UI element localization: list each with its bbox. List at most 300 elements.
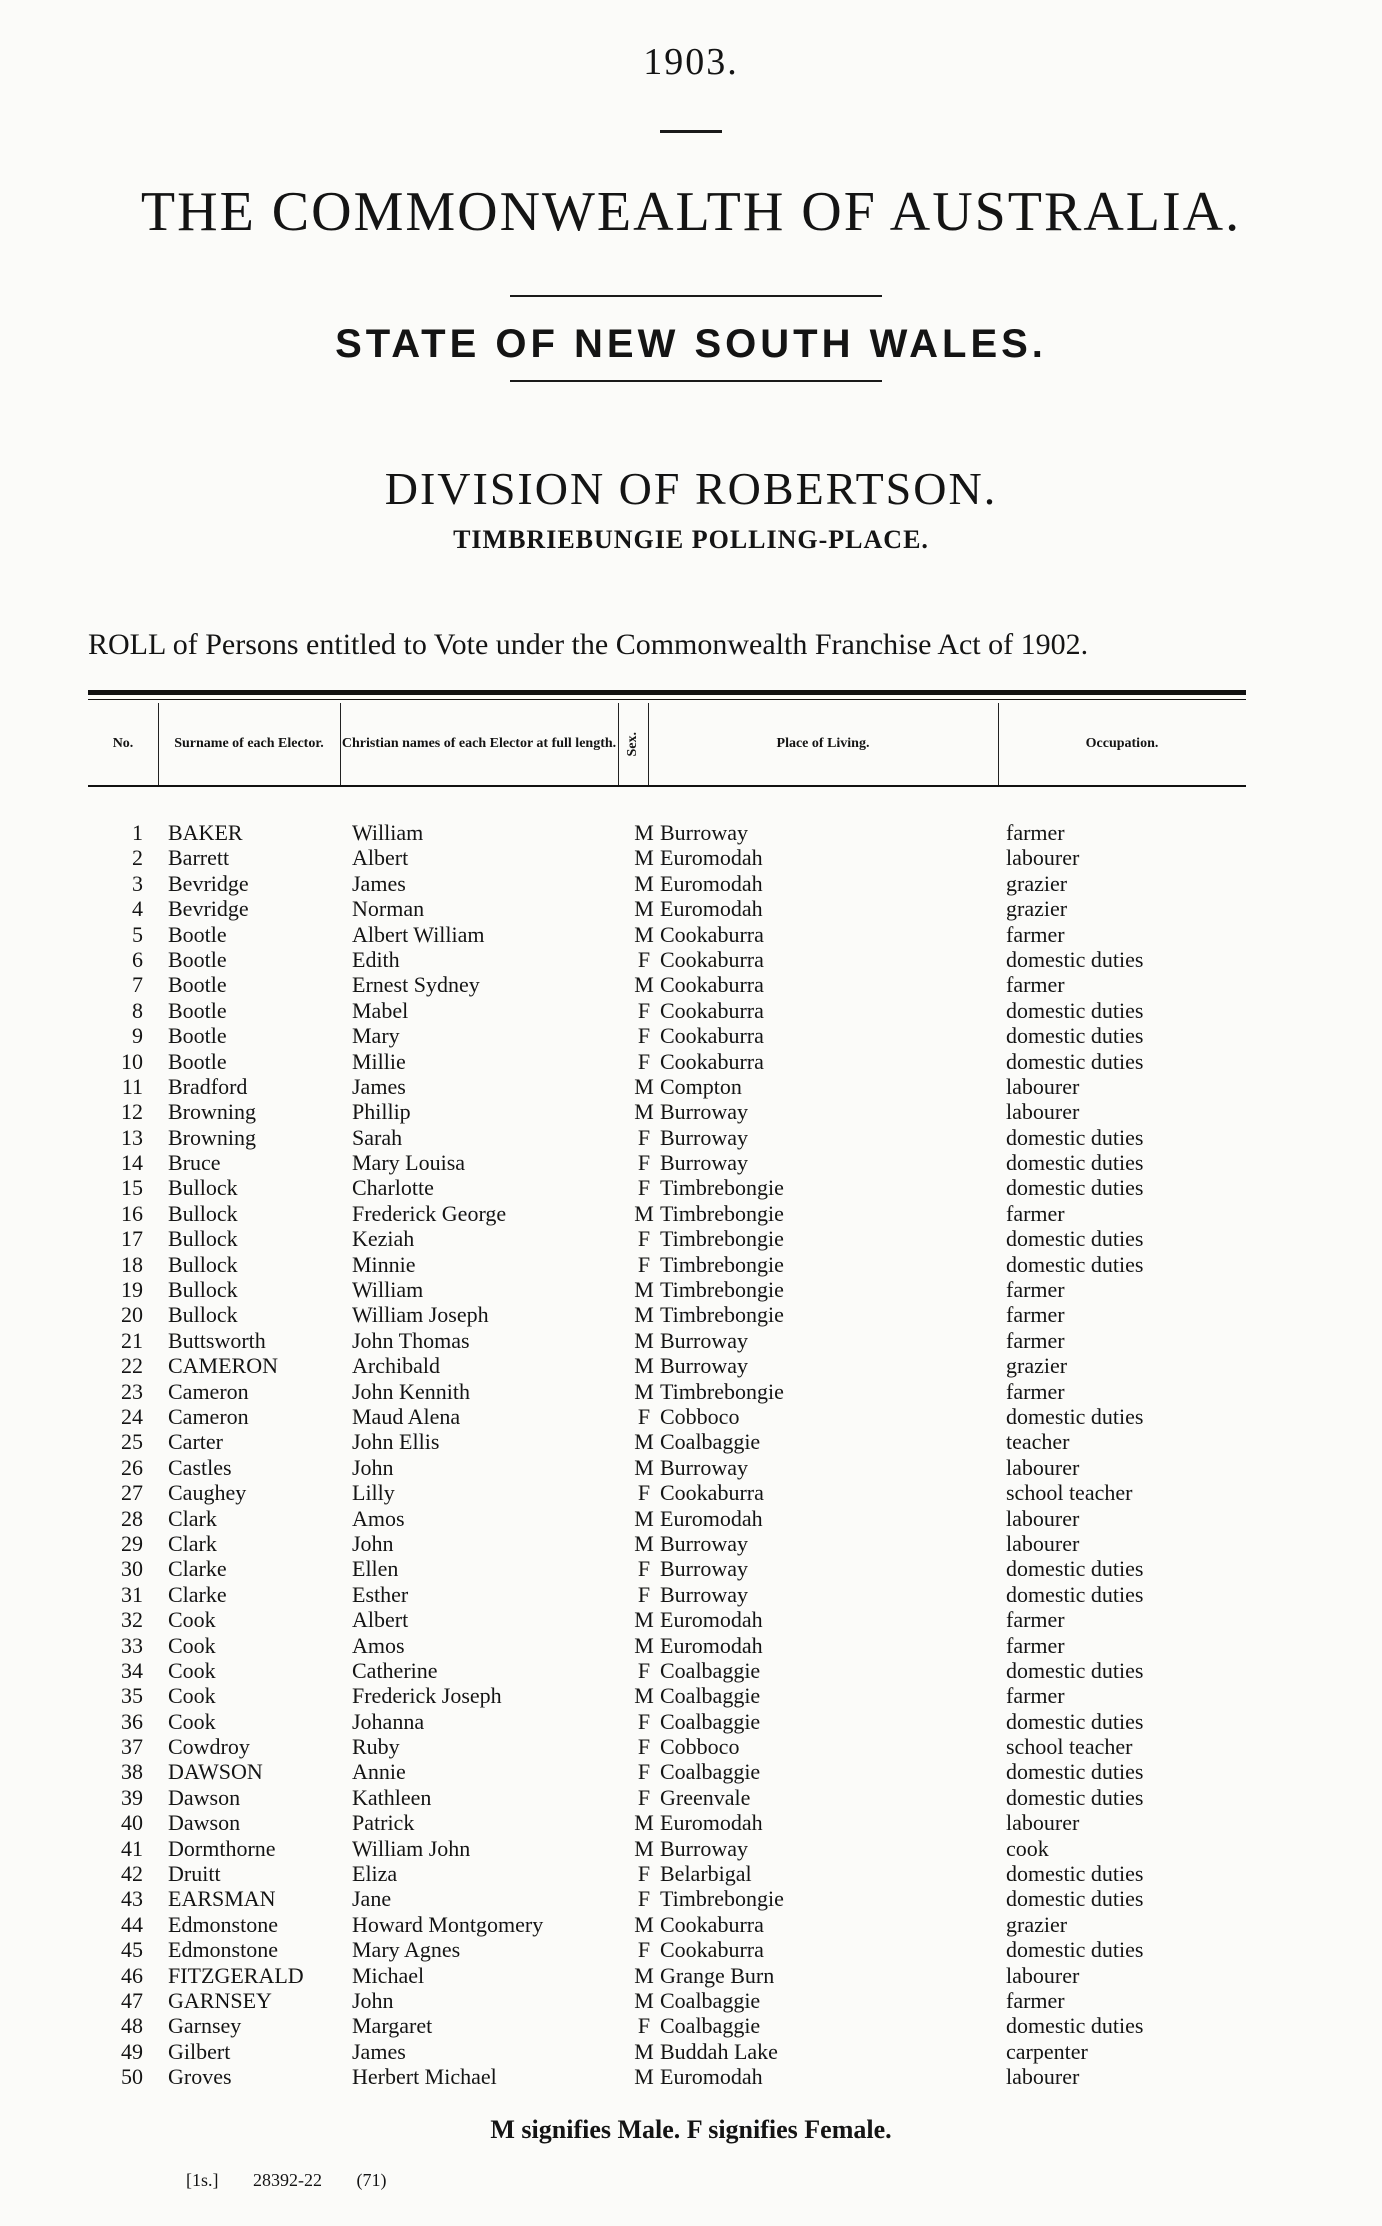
cell-no: 23: [121, 1378, 143, 1404]
cell-surname: Browning: [168, 1099, 256, 1125]
table-row: [88, 1734, 1246, 1759]
cell-sex: M: [634, 1353, 654, 1379]
cell-no: 45: [121, 1937, 143, 1963]
cell-christian: Edith: [352, 946, 400, 972]
cell-place: Timbrebongie: [660, 1226, 784, 1252]
cell-christian: Phillip: [352, 1099, 411, 1125]
cell-christian: Charlotte: [352, 1175, 434, 1201]
cell-occupation: domestic duties: [1006, 1708, 1144, 1734]
cell-sex: M: [634, 1987, 654, 2013]
cell-occupation: domestic duties: [1006, 1784, 1144, 1810]
cell-surname: Caughey: [168, 1480, 247, 1506]
cell-occupation: domestic duties: [1006, 1556, 1144, 1582]
table-row: [88, 871, 1246, 896]
cell-place: Cookaburra: [660, 1937, 764, 1963]
cell-sex: M: [634, 1505, 654, 1531]
cell-christian: Mary Agnes: [352, 1937, 461, 1963]
cell-no: 31: [121, 1581, 143, 1607]
cell-place: Cookaburra: [660, 997, 764, 1023]
cell-christian: Amos: [352, 1505, 405, 1531]
table-row: [88, 1201, 1246, 1226]
cell-place: Buddah Lake: [660, 2038, 778, 2064]
cell-christian: Amos: [352, 1632, 405, 1658]
cell-christian: William: [352, 820, 424, 845]
cell-sex: F: [637, 1861, 651, 1887]
table-row: [88, 2039, 1246, 2064]
cell-surname: Cook: [168, 1632, 216, 1658]
cell-sex: M: [634, 2064, 654, 2090]
divider-rule: [510, 380, 882, 382]
cell-occupation: domestic duties: [1006, 1150, 1144, 1176]
cell-place: Euromodah: [660, 896, 763, 922]
cell-sex: M: [634, 972, 654, 998]
cell-no: 19: [121, 1277, 143, 1303]
cell-sex: F: [637, 1784, 651, 1810]
table-row: [88, 1150, 1246, 1175]
cell-christian: Lilly: [352, 1480, 395, 1506]
table-row: [88, 1759, 1246, 1784]
cell-surname: Bootle: [168, 921, 227, 947]
table-row: [88, 998, 1246, 1023]
cell-no: 50: [121, 2064, 143, 2090]
cell-sex: M: [634, 1683, 654, 1709]
cell-christian: Minnie: [352, 1251, 416, 1277]
cell-no: 5: [132, 921, 143, 947]
cell-christian: Mary Louisa: [352, 1150, 466, 1176]
table-row: [88, 1328, 1246, 1353]
cell-sex: M: [634, 921, 654, 947]
cell-place: Burroway: [660, 1099, 748, 1125]
cell-occupation: domestic duties: [1006, 1048, 1144, 1074]
cell-christian: Eliza: [352, 1861, 398, 1887]
cell-occupation: farmer: [1006, 1683, 1065, 1709]
cell-place: Grange Burn: [660, 1962, 775, 1988]
cell-no: 26: [121, 1454, 143, 1480]
table-header-rule: [88, 785, 1246, 787]
cell-surname: BAKER: [168, 820, 243, 845]
cell-place: Burroway: [660, 1530, 748, 1556]
cell-christian: Ruby: [352, 1734, 400, 1760]
cell-no: 41: [121, 1835, 143, 1861]
cell-sex: F: [637, 2013, 651, 2039]
table-row: [88, 1531, 1246, 1556]
cell-christian: Michael: [352, 1962, 425, 1988]
cell-place: Coalbaggie: [660, 2013, 761, 2039]
cell-no: 1: [132, 820, 143, 845]
table-row: [88, 1607, 1246, 1632]
cell-christian: Johanna: [352, 1708, 425, 1734]
cell-sex: F: [637, 1657, 651, 1683]
cell-christian: Norman: [352, 896, 425, 922]
cell-occupation: grazier: [1006, 870, 1068, 896]
cell-surname: Bootle: [168, 997, 227, 1023]
cell-occupation: farmer: [1006, 1302, 1065, 1328]
print-footer: [186, 2170, 417, 2191]
cell-christian: Millie: [352, 1048, 406, 1074]
cell-surname: Bullock: [168, 1226, 238, 1252]
cell-christian: John: [352, 1530, 394, 1556]
col-header-place: Place of Living.: [648, 703, 999, 785]
cell-christian: William John: [352, 1835, 471, 1861]
cell-place: Timbrebongie: [660, 1277, 784, 1303]
cell-place: Cookaburra: [660, 1911, 764, 1937]
cell-christian: Albert: [352, 845, 409, 871]
cell-occupation: farmer: [1006, 1987, 1065, 2013]
cell-no: 34: [121, 1657, 143, 1683]
footer-ref: 28392-22: [253, 2170, 322, 2190]
cell-occupation: domestic duties: [1006, 946, 1144, 972]
cell-occupation: labourer: [1006, 1505, 1080, 1531]
cell-no: 36: [121, 1708, 143, 1734]
cell-surname: Bullock: [168, 1302, 238, 1328]
cell-place: Cobboco: [660, 1403, 740, 1429]
cell-place: Euromodah: [660, 1607, 763, 1633]
cell-no: 16: [121, 1200, 143, 1226]
table-row: [88, 1226, 1246, 1251]
cell-surname: Bruce: [168, 1150, 221, 1176]
cell-sex: F: [637, 1734, 651, 1760]
cell-sex: F: [637, 1759, 651, 1785]
cell-sex: F: [637, 1480, 651, 1506]
cell-no: 49: [121, 2038, 143, 2064]
cell-sex: M: [634, 870, 654, 896]
table-header: [88, 703, 1246, 785]
cell-sex: M: [634, 1810, 654, 1836]
cell-occupation: domestic duties: [1006, 1581, 1144, 1607]
col-header-no: No.: [88, 703, 159, 785]
cell-christian: Ernest Sydney: [352, 972, 480, 998]
cell-occupation: grazier: [1006, 896, 1068, 922]
cell-sex: M: [634, 1099, 654, 1125]
table-row: [88, 1480, 1246, 1505]
cell-occupation: domestic duties: [1006, 1175, 1144, 1201]
table-row: [88, 2013, 1246, 2038]
cell-sex: F: [637, 1937, 651, 1963]
cell-christian: Ellen: [352, 1556, 399, 1582]
cell-surname: Dawson: [168, 1810, 241, 1836]
cell-sex: M: [634, 820, 654, 845]
cell-surname: Clarke: [168, 1581, 227, 1607]
table-row: [88, 1353, 1246, 1378]
table-row: [88, 1302, 1246, 1327]
cell-occupation: labourer: [1006, 845, 1080, 871]
divider-rule: [660, 130, 722, 133]
cell-no: 3: [132, 870, 143, 896]
cell-no: 12: [121, 1099, 143, 1125]
cell-sex: M: [634, 1429, 654, 1455]
cell-no: 35: [121, 1683, 143, 1709]
cell-christian: Mary: [352, 1023, 400, 1049]
table-row: [88, 1785, 1246, 1810]
cell-no: 17: [121, 1226, 143, 1252]
cell-no: 29: [121, 1530, 143, 1556]
cell-surname: Garnsey: [168, 2013, 242, 2039]
cell-occupation: grazier: [1006, 1353, 1068, 1379]
cell-place: Euromodah: [660, 1810, 763, 1836]
cell-christian: Patrick: [352, 1810, 415, 1836]
cell-place: Burroway: [660, 1124, 748, 1150]
table-row: [88, 1252, 1246, 1277]
division-heading: DIVISION OF ROBERTSON.: [384, 463, 998, 514]
table-row: [88, 1556, 1246, 1581]
cell-occupation: domestic duties: [1006, 997, 1144, 1023]
cell-sex: F: [637, 1708, 651, 1734]
cell-no: 21: [121, 1327, 143, 1353]
cell-sex: F: [637, 946, 651, 972]
cell-place: Burroway: [660, 1327, 748, 1353]
cell-surname: Groves: [168, 2064, 232, 2090]
cell-christian: Annie: [352, 1759, 406, 1785]
cell-sex: M: [634, 1327, 654, 1353]
table-row: [88, 1683, 1246, 1708]
cell-no: 33: [121, 1632, 143, 1658]
cell-no: 2: [132, 845, 143, 871]
cell-occupation: school teacher: [1006, 1480, 1133, 1506]
cell-christian: John Thomas: [352, 1327, 470, 1353]
footer-num: (71): [356, 2170, 387, 2190]
cell-occupation: farmer: [1006, 1327, 1065, 1353]
cell-place: Cookaburra: [660, 1048, 764, 1074]
cell-no: 40: [121, 1810, 143, 1836]
table-top-rule: [88, 690, 1246, 695]
table-row: [88, 1963, 1246, 1988]
cell-place: Burroway: [660, 1835, 748, 1861]
cell-no: 42: [121, 1861, 143, 1887]
cell-surname: Barrett: [168, 845, 230, 871]
cell-occupation: labourer: [1006, 1073, 1080, 1099]
cell-occupation: farmer: [1006, 820, 1065, 845]
cell-place: Coalbaggie: [660, 1759, 761, 1785]
cell-place: Burroway: [660, 1454, 748, 1480]
cell-occupation: farmer: [1006, 972, 1065, 998]
cell-place: Compton: [660, 1073, 742, 1099]
cell-surname: Cook: [168, 1708, 216, 1734]
cell-place: Coalbaggie: [660, 1657, 761, 1683]
cell-occupation: domestic duties: [1006, 1937, 1144, 1963]
cell-surname: Edmonstone: [168, 1937, 278, 1963]
cell-place: Euromodah: [660, 1632, 763, 1658]
cell-surname: Bootle: [168, 972, 227, 998]
cell-surname: Bullock: [168, 1277, 238, 1303]
cell-sex: F: [637, 1556, 651, 1582]
cell-place: Timbrebongie: [660, 1251, 784, 1277]
cell-no: 11: [121, 1073, 143, 1099]
cell-no: 46: [121, 1962, 143, 1988]
cell-no: 6: [132, 946, 143, 972]
cell-no: 37: [121, 1734, 143, 1760]
cell-place: Timbrebongie: [660, 1378, 784, 1404]
cell-place: Cobboco: [660, 1734, 740, 1760]
cell-no: 43: [121, 1886, 143, 1912]
cell-surname: Cook: [168, 1657, 216, 1683]
cell-occupation: grazier: [1006, 1911, 1068, 1937]
cell-place: Euromodah: [660, 870, 763, 896]
cell-no: 47: [121, 1987, 143, 2013]
cell-occupation: labourer: [1006, 1962, 1080, 1988]
cell-sex: M: [634, 1454, 654, 1480]
col-header-surname: Surname of each Elector.: [158, 703, 341, 785]
cell-place: Burroway: [660, 1556, 748, 1582]
cell-surname: Bradford: [168, 1073, 248, 1099]
cell-place: Burroway: [660, 820, 748, 845]
table-row: [88, 1633, 1246, 1658]
table-row: [88, 1582, 1246, 1607]
cell-sex: F: [637, 1150, 651, 1176]
cell-christian: John: [352, 1454, 394, 1480]
cell-christian: John Kennith: [352, 1378, 470, 1404]
cell-christian: Kathleen: [352, 1784, 432, 1810]
cell-sex: F: [637, 1175, 651, 1201]
cell-occupation: teacher: [1006, 1429, 1070, 1455]
cell-christian: Maud Alena: [352, 1403, 461, 1429]
cell-surname: Edmonstone: [168, 1911, 278, 1937]
cell-christian: Sarah: [352, 1124, 403, 1150]
cell-place: Cookaburra: [660, 1023, 764, 1049]
cell-no: 30: [121, 1556, 143, 1582]
col-header-occupation: Occupation.: [1085, 736, 1159, 752]
cell-christian: Herbert Michael: [352, 2064, 497, 2090]
cell-sex: M: [634, 1632, 654, 1658]
cell-surname: EARSMAN: [168, 1886, 276, 1912]
cell-christian: William Joseph: [352, 1302, 489, 1328]
cell-occupation: domestic duties: [1006, 1861, 1144, 1887]
cell-sex: F: [637, 1226, 651, 1252]
cell-christian: Howard Montgomery: [352, 1911, 544, 1937]
cell-no: 25: [121, 1429, 143, 1455]
cell-occupation: domestic duties: [1006, 1251, 1144, 1277]
cell-sex: F: [637, 1581, 651, 1607]
cell-christian: Jane: [352, 1886, 392, 1912]
table-row: [88, 1175, 1246, 1200]
cell-christian: Catherine: [352, 1657, 438, 1683]
table-row: [88, 1074, 1246, 1099]
cell-sex: F: [637, 1048, 651, 1074]
cell-surname: Buttsworth: [168, 1327, 266, 1353]
col-header-sex-label: Sex.: [625, 731, 641, 757]
cell-sex: M: [634, 1911, 654, 1937]
cell-sex: M: [634, 1835, 654, 1861]
cell-sex: M: [634, 896, 654, 922]
table-row: [88, 1836, 1246, 1861]
cell-place: Greenvale: [660, 1784, 751, 1810]
table-row: [88, 845, 1246, 870]
cell-surname: CAMERON: [168, 1353, 279, 1379]
table-row: [88, 820, 1246, 845]
cell-christian: Keziah: [352, 1226, 415, 1252]
elector-rows: [88, 820, 1246, 2090]
cell-no: 20: [121, 1302, 143, 1328]
cell-sex: F: [637, 1251, 651, 1277]
cell-sex: M: [634, 1302, 654, 1328]
cell-christian: James: [352, 2038, 406, 2064]
cell-surname: Carter: [168, 1429, 223, 1455]
cell-sex: M: [634, 845, 654, 871]
cell-no: 28: [121, 1505, 143, 1531]
cell-no: 39: [121, 1784, 143, 1810]
state-heading: STATE OF NEW SOUTH WALES.: [335, 322, 1047, 366]
cell-no: 10: [121, 1048, 143, 1074]
cell-christian: James: [352, 1073, 406, 1099]
cell-occupation: labourer: [1006, 1810, 1080, 1836]
cell-sex: F: [637, 1124, 651, 1150]
cell-surname: Cameron: [168, 1378, 249, 1404]
cell-place: Coalbaggie: [660, 1987, 761, 2013]
cell-no: 13: [121, 1124, 143, 1150]
cell-surname: Clark: [168, 1530, 217, 1556]
table-row: [88, 1810, 1246, 1835]
cell-surname: Castles: [168, 1454, 232, 1480]
cell-occupation: labourer: [1006, 1530, 1080, 1556]
cell-no: 8: [132, 997, 143, 1023]
cell-surname: Cowdroy: [168, 1734, 250, 1760]
cell-no: 18: [121, 1251, 143, 1277]
cell-occupation: farmer: [1006, 1200, 1065, 1226]
table-row: [88, 922, 1246, 947]
table-row: [88, 1709, 1246, 1734]
table-row: [88, 1125, 1246, 1150]
cell-surname: Gilbert: [168, 2038, 231, 2064]
cell-occupation: farmer: [1006, 1378, 1065, 1404]
cell-no: 48: [121, 2013, 143, 2039]
table-row: [88, 1455, 1246, 1480]
cell-occupation: domestic duties: [1006, 1124, 1144, 1150]
cell-no: 44: [121, 1911, 143, 1937]
table-row: [88, 1404, 1246, 1429]
cell-surname: Druitt: [168, 1861, 221, 1887]
cell-sex: F: [637, 997, 651, 1023]
cell-no: 4: [132, 896, 143, 922]
table-row: [88, 1429, 1246, 1454]
cell-surname: Cook: [168, 1683, 216, 1709]
cell-surname: Bullock: [168, 1175, 238, 1201]
cell-occupation: domestic duties: [1006, 1403, 1144, 1429]
table-row: [88, 972, 1246, 997]
cell-place: Burroway: [660, 1150, 748, 1176]
cell-occupation: farmer: [1006, 1277, 1065, 1303]
cell-surname: Bullock: [168, 1251, 238, 1277]
cell-place: Cookaburra: [660, 946, 764, 972]
table-row: [88, 1506, 1246, 1531]
cell-occupation: carpenter: [1006, 2038, 1088, 2064]
polling-place-heading: TIMBRIEBUNGIE POLLING-PLACE.: [453, 525, 929, 554]
cell-christian: Mabel: [352, 997, 409, 1023]
cell-occupation: labourer: [1006, 2064, 1080, 2090]
roll-title: ROLL of Persons entitled to Vote under the Commonwealth Franchise Act of 1902.: [88, 628, 1089, 661]
cell-christian: William: [352, 1277, 424, 1303]
cell-place: Timbrebongie: [660, 1200, 784, 1226]
cell-surname: Bevridge: [168, 896, 249, 922]
cell-occupation: domestic duties: [1006, 1886, 1144, 1912]
cell-occupation: domestic duties: [1006, 1226, 1144, 1252]
cell-surname: GARNSEY: [168, 1987, 272, 2013]
cell-no: 14: [121, 1150, 143, 1176]
cell-christian: Albert William: [352, 921, 485, 947]
cell-place: Timbrebongie: [660, 1886, 784, 1912]
cell-christian: Frederick George: [352, 1200, 507, 1226]
table-row: [88, 1912, 1246, 1937]
table-row: [88, 1049, 1246, 1074]
table-row: [88, 896, 1246, 921]
cell-sex: M: [634, 1962, 654, 1988]
sex-legend: M signifies Male. F signifies Female.: [490, 2115, 892, 2144]
cell-christian: John Ellis: [352, 1429, 440, 1455]
cell-place: Euromodah: [660, 1505, 763, 1531]
cell-occupation: domestic duties: [1006, 1759, 1144, 1785]
table-row: [88, 1988, 1246, 2013]
cell-sex: M: [634, 1200, 654, 1226]
cell-sex: F: [637, 1403, 651, 1429]
cell-place: Cookaburra: [660, 921, 764, 947]
